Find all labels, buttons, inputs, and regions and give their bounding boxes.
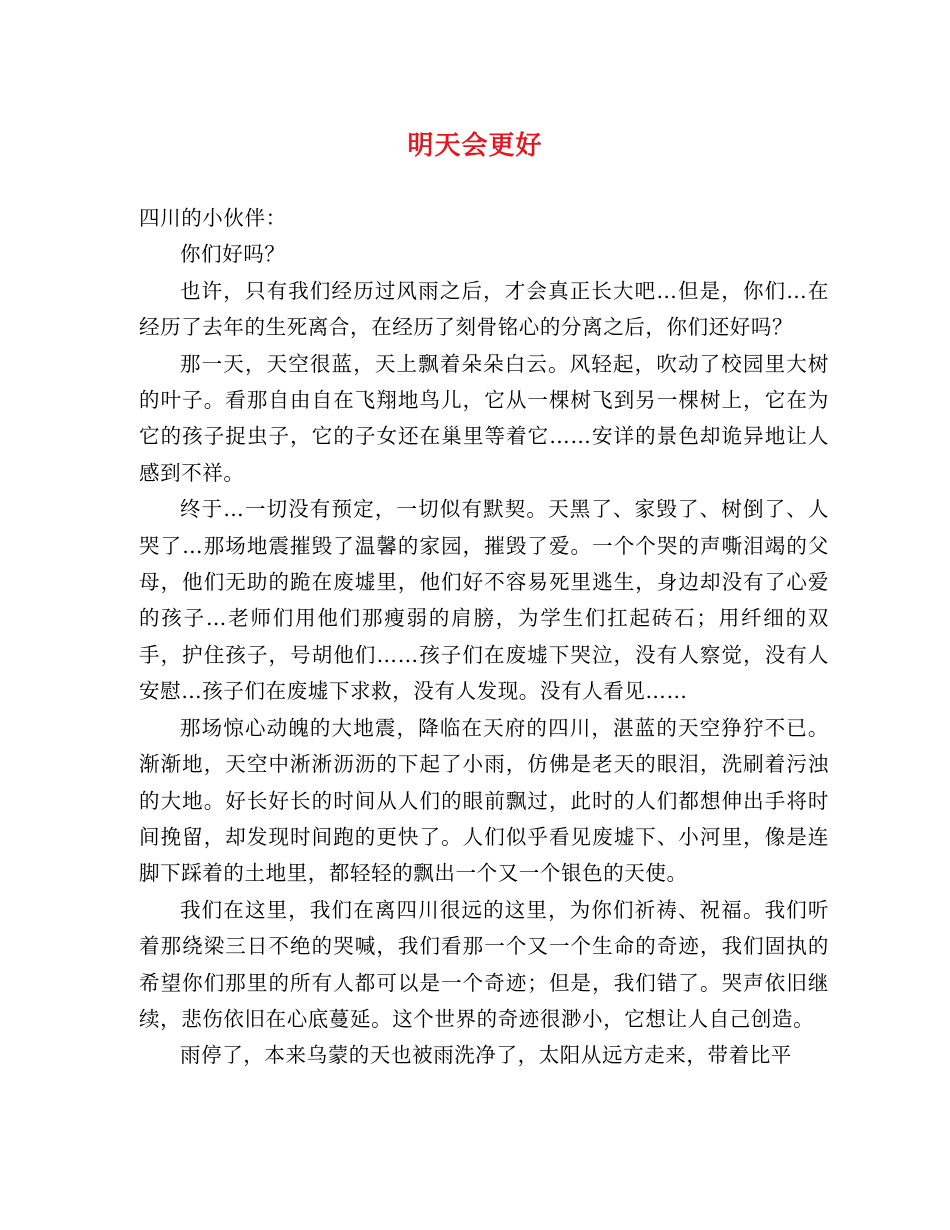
paragraph: 也许，只有我们经历过风雨之后，才会真正长大吧…但是，你们…在经历了去年的生死离合，在经历了刻骨铭心的分离之后，你们还好吗？ — [139, 278, 829, 340]
paragraph: 那一天，天空很蓝，天上飘着朵朵白云。风轻起，吹动了校园里大树的叶子。看那自由自在飞翔地鸟儿，它从一棵树飞到另一棵树上，它在为它的孩子捉虫子，它的子女还在巢里等着它……安详的景色却诡异地让人感到不祥。 — [139, 351, 829, 485]
salutation: 四川的小伙伴： — [139, 206, 287, 230]
paragraph: 雨停了，本来乌蒙的天也被雨洗净了，太阳从远方走来，带着比平 — [180, 1043, 792, 1068]
paragraph-greeting: 你们好吗？ — [180, 242, 286, 267]
paragraph: 我们在这里，我们在离四川很远的这里，为你们祈祷、祝福。我们听着那绕梁三日不绝的哭喊，我们看那一个又一个生命的奇迹，我们固执的希望你们那里的所有人都可以是一个奇迹；但是，我们错了。哭声依旧继续，悲伤依旧在心底蔓延。这个世界的奇迹很渺小，它想让人自己创造。 — [139, 897, 829, 1031]
paragraph: 那场惊心动魄的大地震，降临在天府的四川，湛蓝的天空狰狞不已。渐渐地，天空中淅淅沥沥的下起了小雨，仿佛是老天的眼泪，洗刷着污浊的大地。好长好长的时间从人们的眼前飘过，此时的人们都想伸出手将时间挽留，却发现时间跑的更快了。人们似乎看见废墟下、小河里，像是连脚下踩着的土地里，都轻轻的飘出一个又一个银色的天使。 — [139, 715, 829, 886]
paragraph: 终于…一切没有预定，一切似有默契。天黑了、家毁了、树倒了、人哭了…那场地震摧毁了温馨的家园，摧毁了爱。一个个哭的声嘶泪竭的父母，他们无助的跪在废墟里，他们好不容易死里逃生，身边却没有了心爱的孩子…老师们用他们那瘦弱的肩膀，为学生们扛起砖石；用纤细的双手，护住孩子，号胡他们……孩子们在废墟下哭泣，没有人察觉，没有人安慰…孩子们在废墟下求救，没有人发现。没有人看见…… — [139, 497, 829, 704]
document-title: 明天会更好 — [407, 131, 543, 161]
letter-body — [139, 200, 829, 1074]
